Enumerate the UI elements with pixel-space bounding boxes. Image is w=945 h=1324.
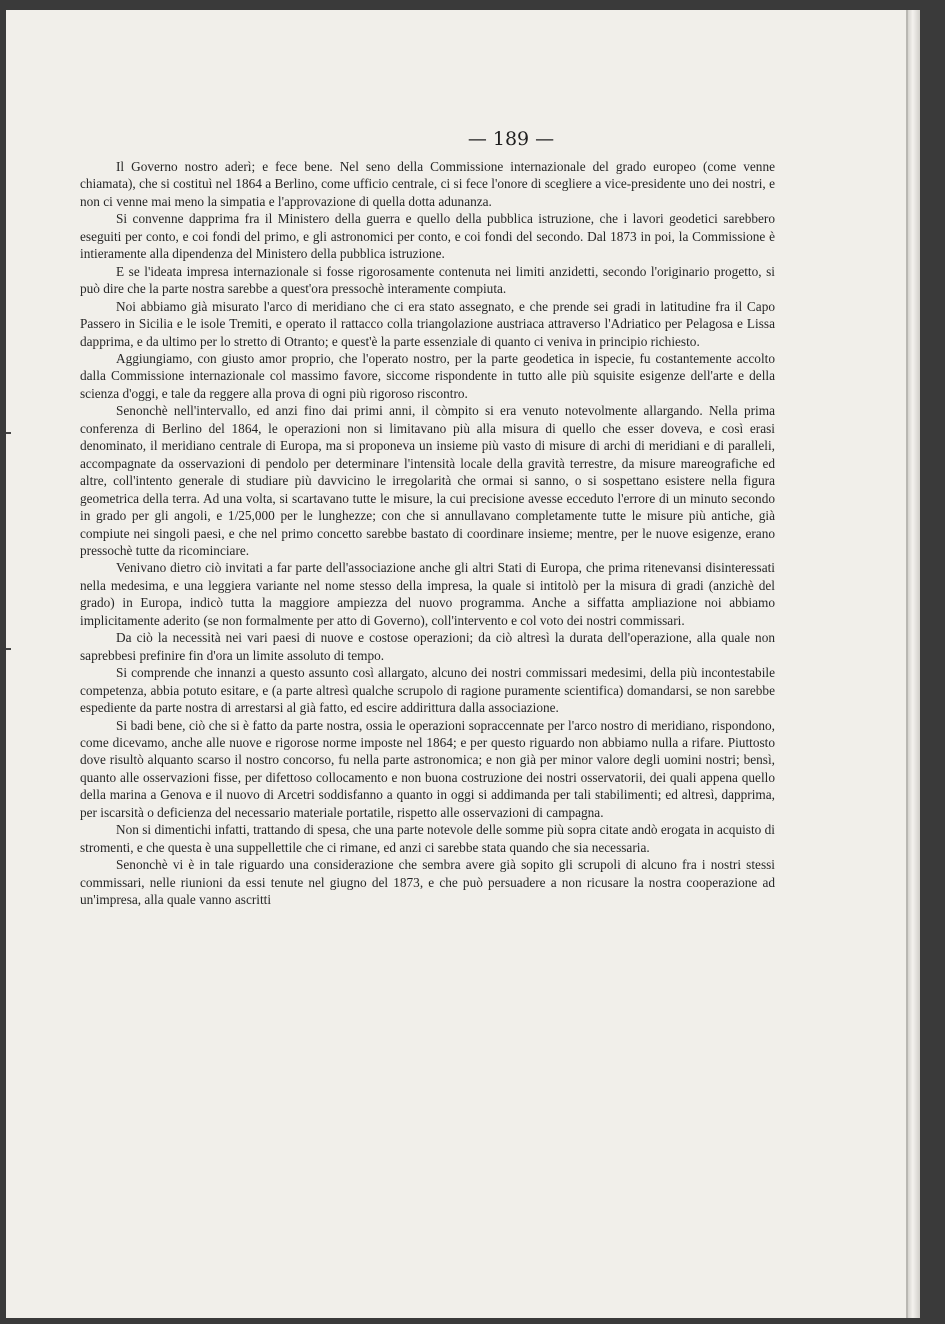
paragraph: Aggiungiamo, con giusto amor proprio, che l'operato nostro, per la parte geodetica in ispecie, fu costantemente accolto dalla Commissione internazionale col massimo favore, siccome rispondente in tutto alle più squisite esigenze dell'arte e della scienza d'oggi, e tale da reggere alla prova di ogni più rigoroso riscontro.: [80, 350, 775, 401]
margin-mark: [6, 432, 11, 434]
paragraph: Da ciò la necessità nei vari paesi di nuove e costose operazioni; da ciò altresì la durata dell'operazione, alla quale non saprebbesi prefinire fin d'ora un limite assoluto di tempo.: [80, 630, 775, 663]
paragraph: Noi abbiamo già misurato l'arco di meridiano che ci era stato assegnato, e che prende sei gradi in latitudine fra il Capo Passero in Sicilia e le isole Tremiti, e operato il rattacco colla triangolazione austriaca attraverso l'Adriatico per Pelagosa e Lissa dapprima, e da ultimo per lo stretto di Otranto; e quest'è la parte essenziale di quanto ci veniva in principio richiesto.: [80, 298, 775, 349]
paragraph: Si convenne dapprima fra il Ministero della guerra e quello della pubblica istruzione, che i lavori geodetici sarebbero eseguiti per conto, e coi fondi del primo, e gli astronomici per conto, e coi fondi del secondo. Dal 1873 in poi, la Commissione è intieramente alla dipendenza del Ministero della pubblica istruzione.: [80, 211, 775, 262]
document-page: [6, 10, 906, 1318]
paragraph: Si badi bene, ciò che si è fatto da parte nostra, ossia le operazioni sopraccennate per l'arco nostro di meridiano, rispondono, come dicevamo, anche alle nuove e rigorose norme imposte nel 1864; e per questo riguardo non abbiamo nulla a rifare. Piuttosto dove risultò alquanto scarso il nostro concorso, fu nella parte astronomica; e non già per minor valore degli uomini nostri; bensì, quanto alle osservazioni fisse, per difettoso collocamento e non buona costruzione dei nostri osservatorii, dei quali appena quello della marina a Genova e il nuovo di Arcetri soddisfanno a quanto in oggi si addimanda per tali stabilimenti; ed altresì, dapprima, per iscarsità o deficienza del necessario materiale portatile, rispetto alle osservazioni di campagna.: [80, 717, 775, 820]
page-number: — 189 —: [467, 128, 555, 150]
margin-mark: [6, 648, 11, 650]
paragraph: Non si dimentichi infatti, trattando di spesa, che una parte notevole delle somme più sopra citate andò erogata in acquisto di stromenti, e che questa è una suppellettile che ci rimane, ed anzi ci sarebbe stata quando che sia necessaria.: [80, 822, 775, 855]
paragraph: Si comprende che innanzi a questo assunto così allargato, alcuno dei nostri commissari medesimi, della più incontestabile competenza, abbia potuto esitare, e (a parte altresì qualche scrupolo di ragione puramente scientifica) domandarsi, se non sarebbe espediente da parte nostra di arrestarsi al già fatto, ed escire addirittura dalla associazione.: [80, 665, 775, 716]
paragraph: Senonchè vi è in tale riguardo una considerazione che sembra avere già sopito gli scrupoli di alcuno fra i nostri stessi commissari, nelle riunioni da essi tenute nel giugno del 1873, e che può persuadere a non ricusare la nostra cooperazione ad un'impresa, alla quale vanno ascritti: [80, 857, 775, 908]
body-text: [80, 158, 775, 908]
paragraph: Il Governo nostro aderì; e fece bene. Nel seno della Commissione internazionale del grado europeo (come venne chiamata), che si costituì nel 1864 a Berlino, come ufficio centrale, ci si fece l'onore di scegliere a vice-presidente uno dei nostri, e non ci venne mai meno la simpatia e l'approvazione di quella dotta adunanza.: [80, 159, 775, 209]
page-edge: [908, 10, 920, 1318]
paragraph: Venivano dietro ciò invitati a far parte dell'associazione anche gli altri Stati di Europa, che prima ritenevansi disinteressati nella medesima, e una leggiera variante nel nome stesso della impresa, la quale si intitolò per la misura di gradi (anzichè del grado) in Europa, indicò tutta la maggiore ampiezza del nuovo programma. Anche a siffatta ampliazione noi abbiamo implicitamente aderito (se non formalmente per atto di Governo), coll'intervento e col voto dei nostri commissari.: [80, 560, 775, 628]
paragraph: Senonchè nell'intervallo, ed anzi fino dai primi anni, il còmpito si era venuto notevolmente allargando. Nella prima conferenza di Berlino del 1864, le operazioni non si limitavano più alla misura di quello che esser doveva, e così erasi denominato, il meridiano centrale di Europa, ma si proponeva un insieme più vasto di misure di archi di meridiani e di paralleli, accompagnate da osservazioni di pendolo per determinare l'intensità locale della gravità terrestre, da misure mareografiche ed altre, coll'intento generale di studiare più davvicino le irregolarità che ormai si sanno, o si sospettano esistere nella figura geometrica della terra. Ad una volta, si scartavano tutte le misure, la cui precisione avesse ecceduto l'errore di un minuto secondo in grado per gli angoli, e 1/25,000 per le lunghezze; con che si annullavano completamente tutte le misure più antiche, già compiute nei singoli paesi, e che nel primo concetto sarebbe bastato di coordinare insieme; mentre, per le nuove esigenze, erano pressochè tutte da ricominciare.: [80, 403, 775, 558]
paragraph: E se l'ideata impresa internazionale si fosse rigorosamente contenuta nei limiti anzidetti, secondo l'originario progetto, si può dire che la parte nostra sarebbe a quest'ora pressochè interamente compiuta.: [80, 263, 775, 297]
